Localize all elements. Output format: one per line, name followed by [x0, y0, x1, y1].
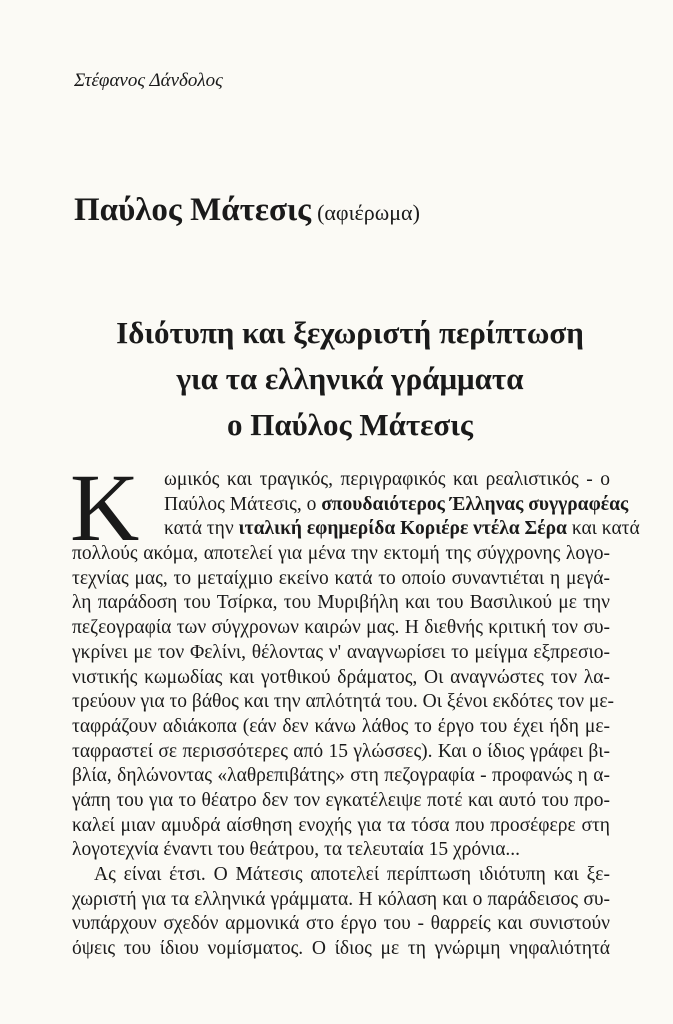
text-run: κατά την	[164, 518, 239, 540]
article-body	[70, 454, 640, 962]
body-line: γάπη του για το θέατρο δεν τον εγκατέλειψε ποτέ και αυτό του προ-	[72, 789, 610, 811]
text-run: και κατά	[566, 518, 640, 540]
bold-text-run: σπουδαιότερος Έλληνας συγγραφέας	[321, 493, 629, 515]
body-line	[72, 517, 640, 542]
body-line: ταφραστεί σε περισσότερες από 15 γλώσσες). Και ο ίδιος γράφει βι-	[72, 740, 610, 762]
body-line: πεζεογραφία των σύγχρονων καιρών μας. Η διεθνής κριτική τον συ-	[72, 617, 610, 639]
article-title	[74, 192, 420, 229]
body-line: Ας είναι έτσι. Ο Μάτεσις αποτελεί περίπτωση ιδιότυπη και ξε-	[94, 864, 610, 885]
drop-cap: Κ	[70, 454, 140, 561]
article-subtitle	[100, 310, 600, 448]
body-line: καλεί μιαν αμυδρά αίσθηση ενοχής για τα τόσα που προσέφερε στη	[72, 814, 610, 836]
subtitle-line: Ιδιότυπη και ξεχωριστή περίπτωση	[116, 315, 584, 350]
subtitle-line: για τα ελληνικά γράμματα	[176, 361, 524, 396]
body-line	[72, 493, 629, 518]
body-line: νιστικής κωμωδίας και γοτθικού δράματος, Οι αναγνώστες τον λα-	[72, 666, 610, 688]
title-main: Παύλος Μάτεσις	[74, 192, 312, 228]
title-note: (αφιέρωμα)	[317, 200, 420, 225]
body-line: βλία, δηλώνοντας «λαθρεπιβάτης» στη πεζογραφία - προφανώς η α-	[72, 765, 610, 787]
body-line: χωριστή για τα ελληνικά γράμματα. Η κόλαση και ο παράδεισος συ-	[72, 888, 610, 910]
body-line: ωμικός και τραγικός, περιγραφικός και ρεαλιστικός - ο	[164, 469, 610, 490]
bold-text-run: ιταλική εφημερίδα Κοριέρε ντέλα Σέρα	[238, 518, 567, 540]
text-run: Παύλος Μάτεσις, ο	[164, 493, 322, 515]
body-line: ταφράζουν αδιάκοπα (εάν δεν κάνω λάθος το έργο του έχει ήδη με-	[72, 715, 610, 737]
body-line: τρεύουν για το βάθος και την απλότητά του. Οι ξένοι εκδότες τον με-	[72, 691, 615, 713]
subtitle-line: ο Παύλος Μάτεσις	[227, 407, 473, 442]
running-header-author: Στέφανος Δάνδολος	[74, 70, 223, 91]
body-line: τεχνίας μας, το μεταίχμιο εκείνο κατά το οποίο συναντιέται η μεγά-	[72, 567, 610, 589]
body-line: λογοτεχνία έναντι του θεάτρου, τα τελευταία 15 χρόνια...	[72, 839, 521, 861]
body-line: όψεις του ίδιου νομίσματος. Ο ίδιος με τη γνώριμη νηφαλιότητά	[72, 938, 610, 960]
body-line: πολλούς ακόμα, αποτελεί για μένα την εκτομή της σύγχρονης λογο-	[72, 543, 610, 565]
body-line: λη παράδοση του Τσίρκα, του Μυριβήλη και του Βασιλικού με την	[72, 592, 610, 614]
body-line: γκρίνει με τον Φελίνι, θέλοντας ν' αναγνωρίσει το μείγμα εξπρεσιο-	[72, 641, 610, 663]
body-line: νυπάρχουν σχεδόν αρμονικά στο έργο του - θαρρείς και συνιστούν	[72, 913, 610, 935]
